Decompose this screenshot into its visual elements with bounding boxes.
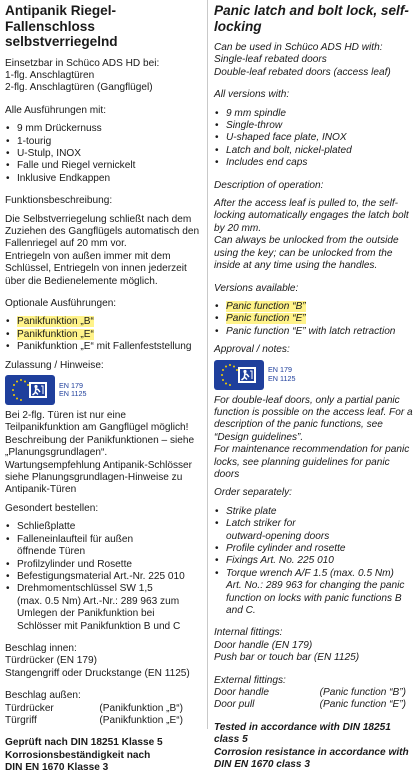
list-item: • U-shaped face plate, INOX bbox=[214, 132, 414, 144]
german-all-versions-label: Alle Ausführungen mit: bbox=[5, 104, 106, 116]
list-item: • Panikfunktion „B“ bbox=[5, 316, 201, 328]
german-footer: Geprüft nach DIN 18251 Klasse 5 Korrosionsbeständigkeit nach DIN EN 1670 Klasse 3 bbox=[5, 737, 163, 774]
en-standards: EN 179 EN 1125 bbox=[268, 365, 296, 383]
list-item: • Falle und Riegel vernickelt bbox=[5, 160, 201, 172]
german-inner-text: Türdrücker (EN 179) Stangengriff oder Druckstange (EN 1125) bbox=[5, 655, 190, 679]
english-order-list bbox=[214, 506, 414, 618]
list-item: • Strike plate bbox=[214, 506, 414, 518]
german-column bbox=[5, 3, 201, 775]
german-title: Antipanik Riegel-Fallenschloss selbstverriegelnd bbox=[5, 3, 118, 49]
german-approval-label: Zulassung / Hinweise: bbox=[5, 359, 104, 371]
list-item: • Schließplatte bbox=[5, 521, 201, 533]
german-optional-label: Optionale Ausführungen: bbox=[5, 298, 117, 309]
english-function-text: After the access leaf is pulled to, the self-locking automatically engages the latch bolt by 20 mm. Can always be unlocked from the outside using the key; can be unlocked from the inside at any time using the handles. bbox=[214, 198, 409, 272]
list-item: • Includes end caps bbox=[214, 157, 414, 169]
list-item: • Profile cylinder and rosette bbox=[214, 543, 414, 555]
list-item: • Panikfunktion „E“ bbox=[5, 329, 201, 341]
english-title: Panic latch and bolt lock, self-locking bbox=[214, 3, 409, 34]
german-inner-label: Beschlag innen: bbox=[5, 642, 77, 654]
list-item: • Drehmomentschlüssel SW 1,5 (max. 0.5 Nm) Art.-Nr.: 289 963 zum Umlegen der Panikfunktion bei Schlösser mit Panikfunktion B und C bbox=[5, 583, 201, 633]
list-item: • Panic function “E” with latch retraction bbox=[214, 326, 414, 338]
english-inner-label: Internal fittings: bbox=[214, 627, 283, 639]
list-item: • Torque wrench A/F 1.5 (max. 0.5 Nm) Art. No.: 289 963 for changing the panic function on locks with panic functions B and C. bbox=[214, 568, 414, 618]
english-outer-row: Door pull (Panic function “E”) bbox=[214, 699, 406, 711]
english-intro: Can be used in Schüco ADS HD with: Single-leaf rebated doors Double-leaf rebated doors (access leaf) bbox=[214, 42, 391, 78]
english-optional-label: Versions available: bbox=[214, 282, 299, 294]
german-outer-row: Türgriff (Panikfunktion „E“) bbox=[5, 714, 183, 726]
list-item: • Single-throw bbox=[214, 120, 414, 132]
list-item: • Panic function “E” bbox=[214, 313, 414, 325]
list-item: • 9 mm Drückernuss bbox=[5, 123, 201, 135]
english-outer-row: Door handle (Panic function “B”) bbox=[214, 687, 406, 699]
list-item: • Fixings Art. No. 225 010 bbox=[214, 555, 414, 567]
emergency-exit-icon bbox=[5, 375, 55, 405]
english-feature-list bbox=[214, 108, 414, 170]
english-column bbox=[214, 3, 414, 772]
german-intro: Einsetzbar in Schüco ADS HD bei: 1-flg. Anschlagtüren 2-flg. Anschlagtüren (Gangflügel) bbox=[5, 57, 160, 94]
german-function-text: Die Selbstverriegelung schließt nach dem Zuziehen des Gangflügels automatisch den Fallenriegel auf 20 mm vor. Entriegeln von außen immer mit dem Schlüssel, Entriegeln von innen jederzeit über die Bedienelemente möglich. bbox=[5, 213, 200, 287]
german-optional-list bbox=[5, 316, 201, 353]
list-item: • Latch striker for outward-opening doors bbox=[214, 518, 414, 543]
german-order-label: Gesondert bestellen: bbox=[5, 502, 99, 514]
en-standards: EN 179 EN 1125 bbox=[59, 380, 87, 399]
english-inner-text: Door handle (EN 179) Push bar or touch bar (EN 1125) bbox=[214, 639, 360, 664]
english-function-label: Description of operation: bbox=[214, 179, 324, 191]
column-divider bbox=[207, 0, 208, 729]
list-item: • Profilzylinder und Rosette bbox=[5, 559, 201, 571]
english-approval-text: For double-leaf doors, only a partial panic function is possible on the access leaf. For a description of the panic functions, see “Design guidelines”. For maintenance recommendation for panic locks, see planning guidelines for panic doors bbox=[214, 394, 413, 480]
german-approval-text: Bei 2-flg. Türen ist nur eine Teilpanikfunktion am Gangflügel möglich! Beschreibung der Panikfunktionen – siehe „Planungsgrundlagen“. Wartungsempfehlung Antipanik-Schlösser siehe Planungsgrundlagen-Hinweise zu Antipanik-Türen bbox=[5, 410, 195, 496]
approval-badge-row bbox=[5, 374, 201, 406]
german-order-list bbox=[5, 521, 201, 633]
german-function-label: Funktionsbeschreibung: bbox=[5, 195, 113, 207]
german-outer-row: Türdrücker (Panikfunktion „B“) bbox=[5, 702, 183, 714]
english-outer-label: External fittings: bbox=[214, 674, 286, 686]
emergency-exit-icon bbox=[214, 360, 264, 390]
list-item: • Befestigungsmaterial Art.-Nr. 225 010 bbox=[5, 571, 201, 583]
english-optional-list bbox=[214, 301, 414, 338]
list-item: • 9 mm spindle bbox=[214, 108, 414, 120]
german-feature-list bbox=[5, 123, 201, 185]
list-item: • U-Stulp, INOX bbox=[5, 148, 201, 160]
english-approval-label: Approval / notes: bbox=[214, 344, 290, 356]
list-item: • Latch and bolt, nickel-plated bbox=[214, 145, 414, 157]
list-item: • 1-tourig bbox=[5, 136, 201, 148]
german-outer-label: Beschlag außen: bbox=[5, 690, 81, 702]
list-item: • Panikfunktion „E“ mit Fallenfeststellung bbox=[5, 341, 201, 353]
english-footer: Tested in accordance with DIN 18251 class 5 Corrosion resistance in accordance with DIN EN 1670 class 3 bbox=[214, 721, 409, 771]
english-order-label: Order separately: bbox=[214, 487, 292, 499]
list-item: • Panic function “B” bbox=[214, 301, 414, 313]
approval-badge-row bbox=[214, 359, 414, 391]
list-item: • Falleneinlaufteil für außen öffnende Türen bbox=[5, 534, 201, 559]
list-item: • Inklusive Endkappen bbox=[5, 173, 201, 185]
english-all-versions-label: All versions with: bbox=[214, 89, 290, 101]
